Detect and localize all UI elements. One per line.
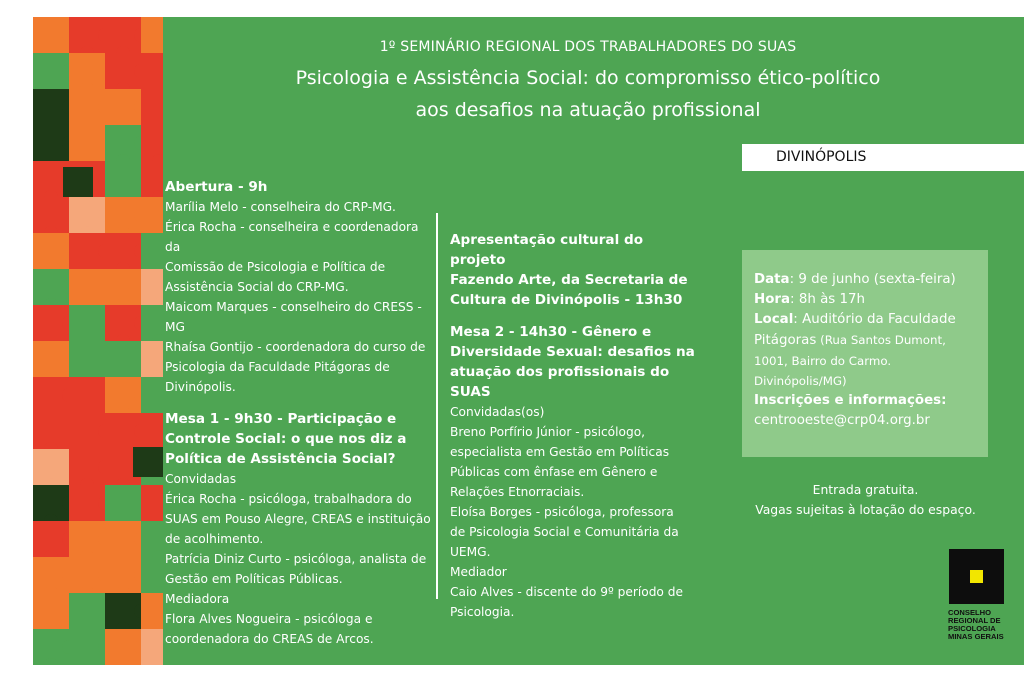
mesa2-line: especialista em Gestão em Políticas <box>450 445 670 459</box>
info-place: Local: Auditório da Faculdade <box>754 312 956 327</box>
mesa1-title: Controle Social: o que nos diz a <box>165 431 407 447</box>
entry-capacity: Vagas sujeitas à lotação do espaço. <box>755 502 976 517</box>
puzzle-pattern <box>33 17 163 665</box>
opening-line: Psicologia da Faculdade Pitágoras de <box>165 360 390 374</box>
info-address: 1001, Bairro do Carmo. <box>754 354 892 368</box>
mesa2-title: SUAS <box>450 384 491 400</box>
city-banner <box>742 144 1024 171</box>
opening-line: Divinópolis. <box>165 380 236 394</box>
seminar-eyebrow: 1º SEMINÁRIO REGIONAL DOS TRABALHADORES DO SUAS <box>379 39 797 55</box>
info-address-city: Divinópolis/MG) <box>754 374 847 388</box>
cultural-title: Cultura de Divinópolis - 13h30 <box>450 292 683 308</box>
program-left-column <box>165 177 435 649</box>
info-date: Data: 9 de junho (sexta-feira) <box>754 272 956 287</box>
mesa2-line: Relações Etnorraciais. <box>450 485 585 499</box>
mesa2-title: Mesa 2 - 14h30 - Gênero e <box>450 324 652 340</box>
crp-logo-dot <box>970 570 983 583</box>
info-contact-label: Inscrições e informações: <box>754 393 947 408</box>
event-info-text <box>754 270 982 431</box>
crp-logo-mark <box>949 549 1004 604</box>
mesa1-line: Flora Alves Nogueira - psicóloga e <box>165 612 373 626</box>
mesa1-line: coordenadora do CREAS de Arcos. <box>165 632 374 646</box>
opening-line: Érica Rocha - conselheira e coordenadora da <box>165 220 419 254</box>
info-place-cont: Pitágoras (Rua Santos Dumont, <box>754 333 946 348</box>
entry-free: Entrada gratuita. <box>812 482 919 497</box>
mesa2-line: Caio Alves - discente do 9º período de <box>450 585 683 599</box>
mesa1-line: SUAS em Pouso Alegre, CREAS e instituição <box>165 512 431 526</box>
opening-title: Abertura - 9h <box>165 179 268 195</box>
mesa2-line: Mediador <box>450 565 507 579</box>
mesa1-line: Convidadas <box>165 472 237 486</box>
opening-line: Marília Melo - conselheira do CRP-MG. <box>165 200 396 214</box>
mesa2-line: Convidadas(os) <box>450 405 545 419</box>
mesa1-title: Política de Assistência Social? <box>165 451 396 467</box>
mesa1-line: Érica Rocha - psicóloga, trabalhadora do <box>165 492 412 506</box>
mesa2-line: de Psicologia Social e Comunitária da <box>450 525 679 539</box>
opening-line: Assistência Social do CRP-MG. <box>165 280 349 294</box>
cultural-title: Fazendo Arte, da Secretaria de <box>450 272 688 288</box>
event-poster <box>33 17 1024 665</box>
mesa2-line: UEMG. <box>450 545 491 559</box>
event-info-box <box>742 250 988 457</box>
mesa2-title: atuação dos profissionais do <box>450 364 670 380</box>
info-time: Hora: 8h às 17h <box>754 292 866 307</box>
entry-notice <box>733 480 998 520</box>
mesa1-line: Patrícia Diniz Curto - psicóloga, analista de <box>165 552 427 566</box>
mesa1-line: Gestão em Políticas Públicas. <box>165 572 343 586</box>
seminar-title-line-2: aos desafios na atuação profissional <box>415 99 761 121</box>
mesa2-line: Públicas com ênfase em Gênero e <box>450 465 658 479</box>
info-email-link[interactable]: centrooeste@crp04.org.br <box>754 413 930 428</box>
mesa2-line: Breno Porfírio Júnior - psicólogo, <box>450 425 646 439</box>
mesa2-line: Eloísa Borges - psicóloga, professora <box>450 505 674 519</box>
program-middle-column <box>450 230 695 622</box>
city-name: DIVINÓPOLIS <box>776 149 867 165</box>
mesa1-line: Mediadora <box>165 592 230 606</box>
crp-logo-text: CONSELHO REGIONAL DE PSICOLOGIA MINAS GERAIS <box>948 608 1004 641</box>
opening-line: Maicom Marques - conselheiro do CRESS - MG <box>165 300 422 334</box>
mesa2-line: Psicologia. <box>450 605 515 619</box>
mesa1-line: de acolhimento. <box>165 532 264 546</box>
mesa2-title: Diversidade Sexual: desafios na <box>450 344 695 360</box>
mesa1-title: Mesa 1 - 9h30 - Participação e <box>165 411 397 427</box>
opening-line: Rhaísa Gontijo - coordenadora do curso de <box>165 340 426 354</box>
column-divider <box>436 213 438 599</box>
seminar-title-line-1: Psicologia e Assistência Social: do compromisso ético-político <box>295 67 881 89</box>
opening-line: Comissão de Psicologia e Política de <box>165 260 386 274</box>
cultural-title: Apresentação cultural do projeto <box>450 232 644 268</box>
